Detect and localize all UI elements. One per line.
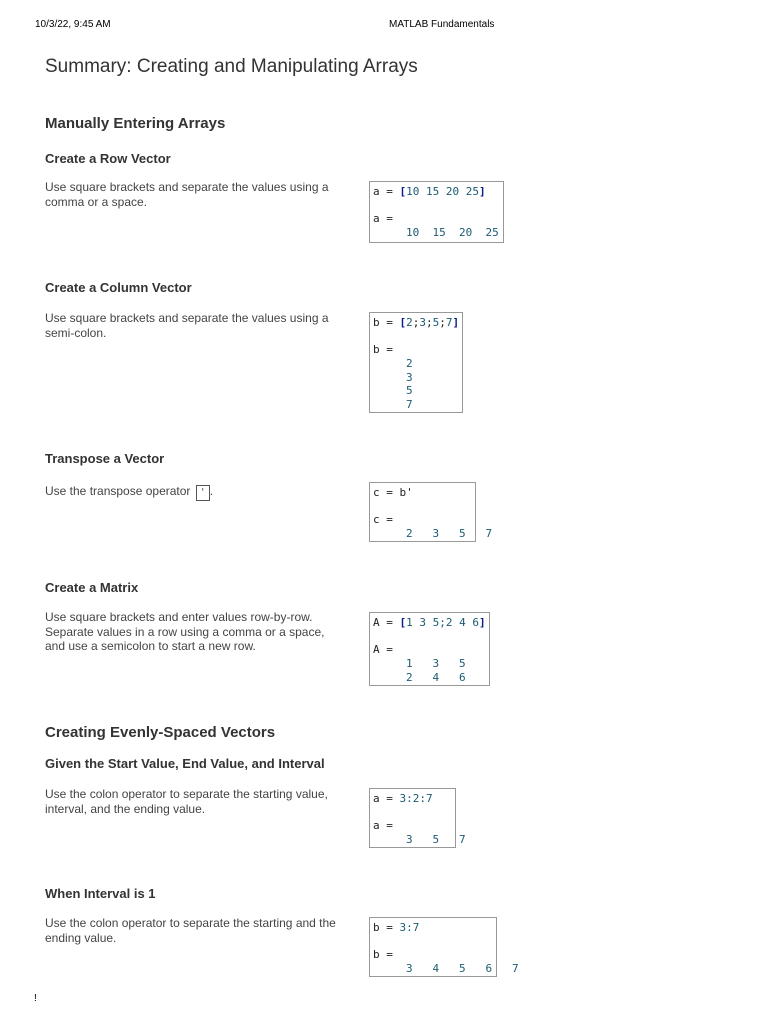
print-doc-title: MATLAB Fundamentals	[389, 19, 495, 30]
code-var: a	[373, 185, 380, 198]
section-heading-evenly: Creating Evenly-Spaced Vectors	[45, 724, 276, 741]
col-vector-title: Create a Column Vector	[45, 280, 192, 295]
section-heading-manual: Manually Entering Arrays	[45, 115, 226, 132]
output-value: 7	[406, 398, 413, 412]
start-end-interval-title: Given the Start Value, End Value, and Interval	[45, 756, 325, 771]
interval-one-code-box: b = 3:7 b = 3 4 5 6 7	[369, 917, 497, 977]
matrix-code-box: A = [1 3 5;2 4 6] A = 1 3 5 2 4 6	[369, 612, 490, 686]
row-vector-code-box: a = [10 15 20 25] a = 10 15 20 25	[369, 181, 504, 243]
row-vector-desc: Use square brackets and separate the values using a comma or a space.	[45, 180, 329, 209]
col-vector-code-box: b = [2;3;5;7] b = 2 3 5 7	[369, 312, 463, 413]
transpose-title: Transpose a Vector	[45, 451, 165, 466]
code-values: 10 15 20 25	[406, 185, 479, 198]
matrix-title: Create a Matrix	[45, 580, 139, 595]
print-datetime: 10/3/22, 9:45 AM	[35, 19, 111, 30]
output-values: 10 15 20 25	[406, 226, 499, 240]
interval-one-title: When Interval is 1	[45, 886, 156, 901]
transpose-desc: Use the transpose operator ' .	[45, 484, 345, 501]
page-corner-mark: !	[34, 993, 37, 1004]
start-end-interval-code-box: a = 3:2:7 a = 3 5 7	[369, 788, 456, 848]
transpose-operator: '	[196, 485, 210, 501]
output-value: 5	[406, 384, 413, 398]
page-title: Summary: Creating and Manipulating Arrays	[45, 56, 418, 77]
start-end-interval-desc: Use the colon operator to separate the starting value, interval, and the ending value.	[45, 787, 328, 816]
col-vector-desc: Use square brackets and separate the values using a semi-colon.	[45, 311, 329, 340]
output-value: 2	[406, 357, 413, 371]
output-label: a =	[373, 212, 393, 226]
row-vector-title: Create a Row Vector	[45, 151, 171, 166]
matrix-desc: Use square brackets and enter values row-by-row. Separate values in a row using a comma or a space, and use a semicolon to start a new row.	[45, 610, 325, 653]
transpose-code-box: c = b' c = 2 3 5 7	[369, 482, 476, 542]
interval-one-desc: Use the colon operator to separate the starting and the ending value.	[45, 916, 336, 945]
output-value: 3	[406, 370, 413, 384]
